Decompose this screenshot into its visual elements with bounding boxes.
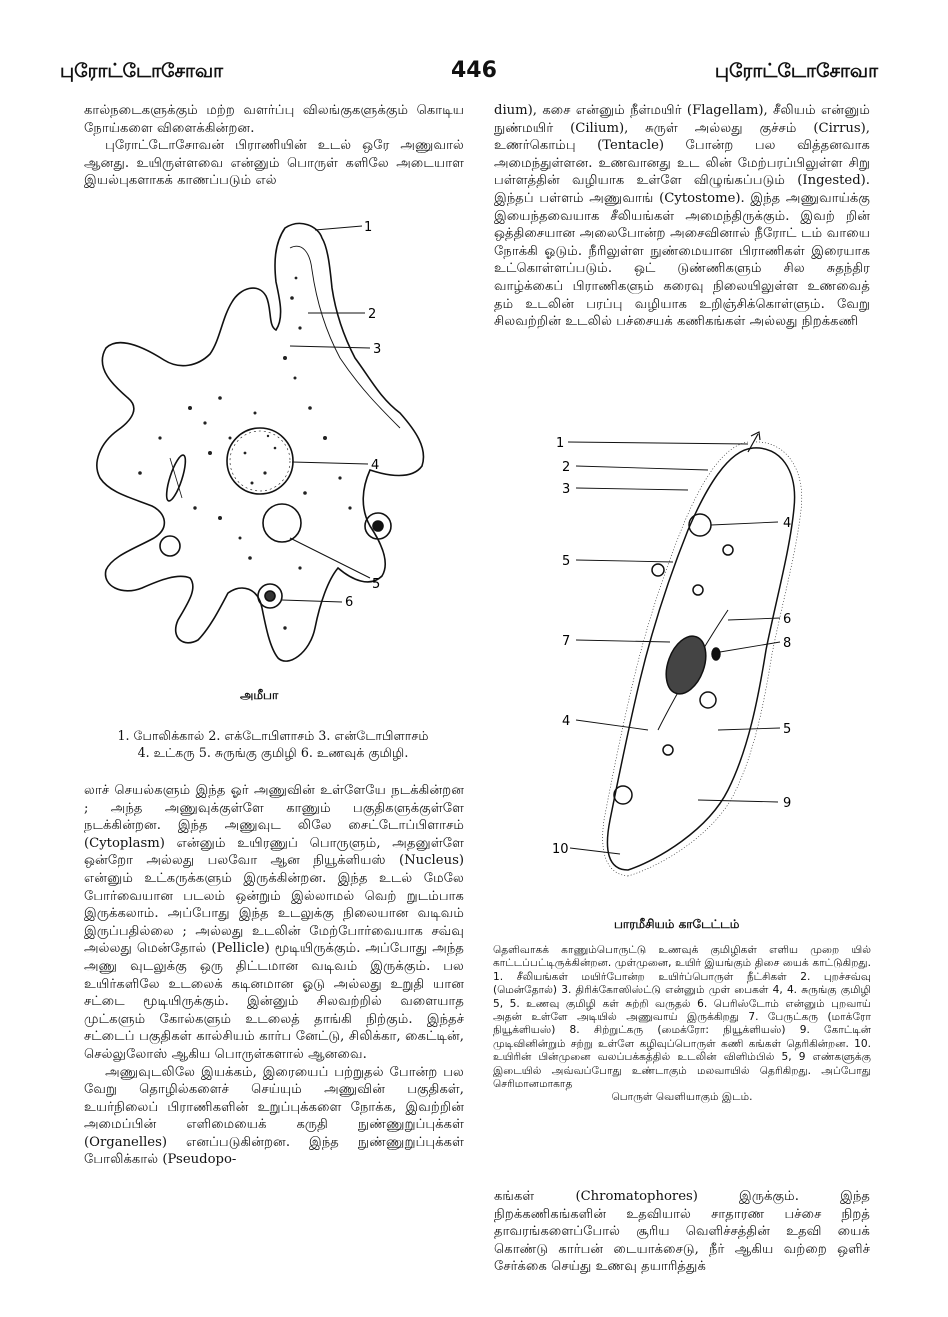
paramecium-label-2: 2 bbox=[562, 460, 571, 475]
paramecium-label-3: 3 bbox=[562, 482, 571, 497]
right-bottom-text: கங்கள் (Chromatophores) இருக்கும். இந்த நிறக்கணிகங்களின் உதவியால் சாதாரண பச்சை நிறத் தாவரங்களைப்போல் சூரிய வெளிச்சத்தின் உதவி யைக் கொண்டு கார்பன் டையாக்சைடு, நீர் ஆகிய வற்றை ஒளிச் சேர்க்கை செய்து உணவு தயாரித்துக் bbox=[494, 1189, 870, 1275]
left-top-text bbox=[84, 102, 464, 190]
amoeba-label-3: 3 bbox=[373, 342, 382, 357]
amoeba-legend bbox=[78, 727, 468, 761]
left-bottom-text bbox=[84, 782, 464, 1169]
paramecium-label-6: 6 bbox=[783, 612, 792, 627]
paramecium-label-8: 8 bbox=[783, 636, 792, 651]
paramecium-label-4: 4 bbox=[783, 516, 792, 531]
paramecium-legend-last: பொருள் வெளியாகும் இடம். bbox=[611, 1091, 753, 1104]
left-bottom-para-1: லாச் செயல்களும் இந்த ஓர் அணுவின் உள்ளேயே நடக்கின்றன ; அந்த அணுவுக்குள்ளே காணும் பகுதிகளுக்குள்ளே நடக்கின்றன. இந்த அணுவுட லிலே சைட்டோப்பிளாசம் (Cytoplasm) என்னும் உயிரணுப் பொருளும், அதனுள்ளே ஒன்றோ அல்லது பலவோ ஆன நியூக்ளியஸ் (Nucleus) என்னும் உட்கருக்களும் இருக்கின்றன. இந்த உடல் மேலே போர்வையான படலம் ஒன்றும் இல்லாமல் வெற் றுடம்பாக இருக்கலாம். அப்போது இந்த உடலுக்கு நிலையான வடிவம் இருப்பதில்லை ; அல்லது உடலின் மேற்போர்வையாக சவ்வு அல்லது மென்தோல் (Pellicle) மூடியிருக்கும். அப்போது அந்த அணு வுடலுக்கு ஒரு திட்டமான வடிவம் இருக்கும். பல உயிர்களிலே உடலைக் கடினமான ஓடு அல்லது உறுதி யான சட்டை மூடியிருக்கும். இன்னும் சிலவற்றில் வளையாத முட்களும் கோல்களும் உடலைத் தாங்கி நிற்கும். இந்தச் சட்டைப் பகுதிகள் கால்சியம் கார்ப னேட்டு, சிலிக்கா, கைட்டின், செல்லுலோஸ் ஆகிய பொருள்களால் ஆனவை. bbox=[84, 783, 464, 1062]
header-right-title: புரோட்டோசோவா bbox=[714, 60, 878, 82]
left-bottom-para-2: அணுவுடலிலே இயக்கம், இரையைப் பற்றுதல் போன்ற பல வேறு தொழில்களைச் செய்யும் அணுவின் பகுதிகள், உயர்நிலைப் பிராணிகளின் உறுப்புக்களை நோக்க, இவற்றின் அமைப்பின் எளிமையைக் கருதி நுண்ணுறுப்புக்கள் (Organelles) எனப்படுகின்றன. இந்த நுண்ணுறுப்புக்கள் போலிக்கால் (Pseudopo- bbox=[84, 1064, 464, 1168]
paramecium-label-10: 10 bbox=[552, 842, 569, 857]
amoeba-label-2: 2 bbox=[368, 307, 377, 322]
amoeba-legend-line-1: 1. போலிக்கால் 2. எக்டோபிளாசம் 3. என்டோபிளாசம் bbox=[117, 728, 429, 743]
paramecium-label-1: 1 bbox=[556, 436, 565, 451]
amoeba-caption: அமீபா bbox=[240, 688, 279, 702]
paramecium-caption: பாரமீசியம் காடேட்டம் bbox=[614, 917, 740, 931]
paramecium-legend bbox=[493, 944, 871, 1105]
paramecium-diagram bbox=[548, 430, 888, 900]
amoeba-diagram bbox=[70, 208, 470, 698]
amoeba-label-4: 4 bbox=[371, 458, 380, 473]
amoeba-label-5: 5 bbox=[372, 577, 381, 592]
page-number: 446 bbox=[451, 58, 497, 83]
paramecium-label-9: 9 bbox=[783, 796, 792, 811]
paramecium-label-5: 5 bbox=[562, 554, 571, 569]
paramecium-label-4b: 4 bbox=[562, 714, 571, 729]
amoeba-label-1: 1 bbox=[364, 220, 373, 235]
header-left-title: புரோட்டோசோவா bbox=[60, 60, 224, 82]
amoeba-legend-line-2: 4. உட்கரு 5. சுருங்கு குமிழி 6. உணவுக் குமிழி. bbox=[137, 745, 409, 760]
left-top-line-1: கால்நடைகளுக்கும் மற்ற வளர்ப்பு விலங்குகளுக்கும் கொடிய நோய்களை விளைக்கின்றன. bbox=[84, 103, 464, 136]
right-top-text: dium), கசை என்னும் நீள்மயிர் (Flagellam), சீலியம் என்னும் நுண்மயிர் (Cilium), சுருள் அல்லது குச்சம் (Cirrus), உணர்கொம்பு (Tentacle) போன்ற பல வித்தனவாக அமைந்துள்ளன. உணவானது உட லின் மேற்பரப்பிலுள்ள சிறு பள்ளத்தின் வழியாக உள்ளே விழுங்கப்படும் (Ingested). இந்தப் பள்ளம் அணுவாங் (Cytostome). இந்த அணுவாய்க்கு இயைந்தவையாக சீலியங்கள் அமைந்திருக்கும். இவற் றின் ஒத்திசையான அலைபோன்ற அசைவினால் நீரோட் டம் வாயை நோக்கி ஓடும். நீரிலுள்ள நுண்மையான பிராணிகள் இரையாக உட்கொள்ளப்படும். ஒட் டுண்ணிகளும் சில சுதந்திர வாழ்க்கைப் பிராணிகளும் கரைவு நிலையிலுள்ள உணவைத் தம் உடலின் பரப்பு வழியாக உறிஞ்சிக்கொள்ளும். வேறு சிலவற்றின் உடலில் பச்சையக் கணிகங்கள் அல்லது நிறக்கணி bbox=[494, 103, 870, 330]
amoeba-label-6: 6 bbox=[345, 595, 354, 610]
paramecium-label-5b: 5 bbox=[783, 722, 792, 737]
paramecium-label-7: 7 bbox=[562, 634, 571, 649]
left-top-line-2: புரோட்டோசோவன் பிராணியின் உடல் ஒரே அணுவால் ஆனது. உயிருள்ளவை என்னும் பொருள் களிலே அடையாள இயல்புகளாகக் காணப்படும் எல் bbox=[84, 138, 464, 189]
paramecium-legend-text: தெளிவாகக் காணும்பொருட்டு உணவுக் குமிழிகள் எளிய முறை யில் காட்டப்பட்டிருக்கின்றன. முள்முனை, உயிர் இயங்கும் திசை யைக் காட்டுகிறது. 1. சீலியங்கள் மயிர்போன்ற உயிர்ப்பொருள் நீட்சிகள் 2. புறச்சவ்வு (மென்தோல்) 3. திரிக்கோஸிஸ்ட்டு என்னும் முள் பைகள் 4, 4. சுருங்கு குமிழி 5, 5. உணவு குமிழி கள் சுற்றி வருதல் 6. பெரிஸ்டோம் என்னும் புறவாய் அதன் உள்ளே அடியில் அணுவாய் இருக்கிறது 7. பேருட்கரு (மாக்ரோ நியூக்ளியஸ்) 8. சிற்றுட்கரு (மைக்ரோ: நியூக்ளியஸ்) 9. கோட்டின் முடிவினின்றும் சற்று உள்ளே கழிவுப்பொருள் கணி கங்கள் தெரிகின்றன. 10. உயிரின் பின்முனை வலப்பக்கத்தில் உடலின் விளிம்பில் 5, 9 எண்களுக்கு இடையில் அவ்வப்போது உண்டாகும் மலவாயில் தெரிகிறது. அப்போது செரிமானமாகாத bbox=[493, 944, 871, 1091]
